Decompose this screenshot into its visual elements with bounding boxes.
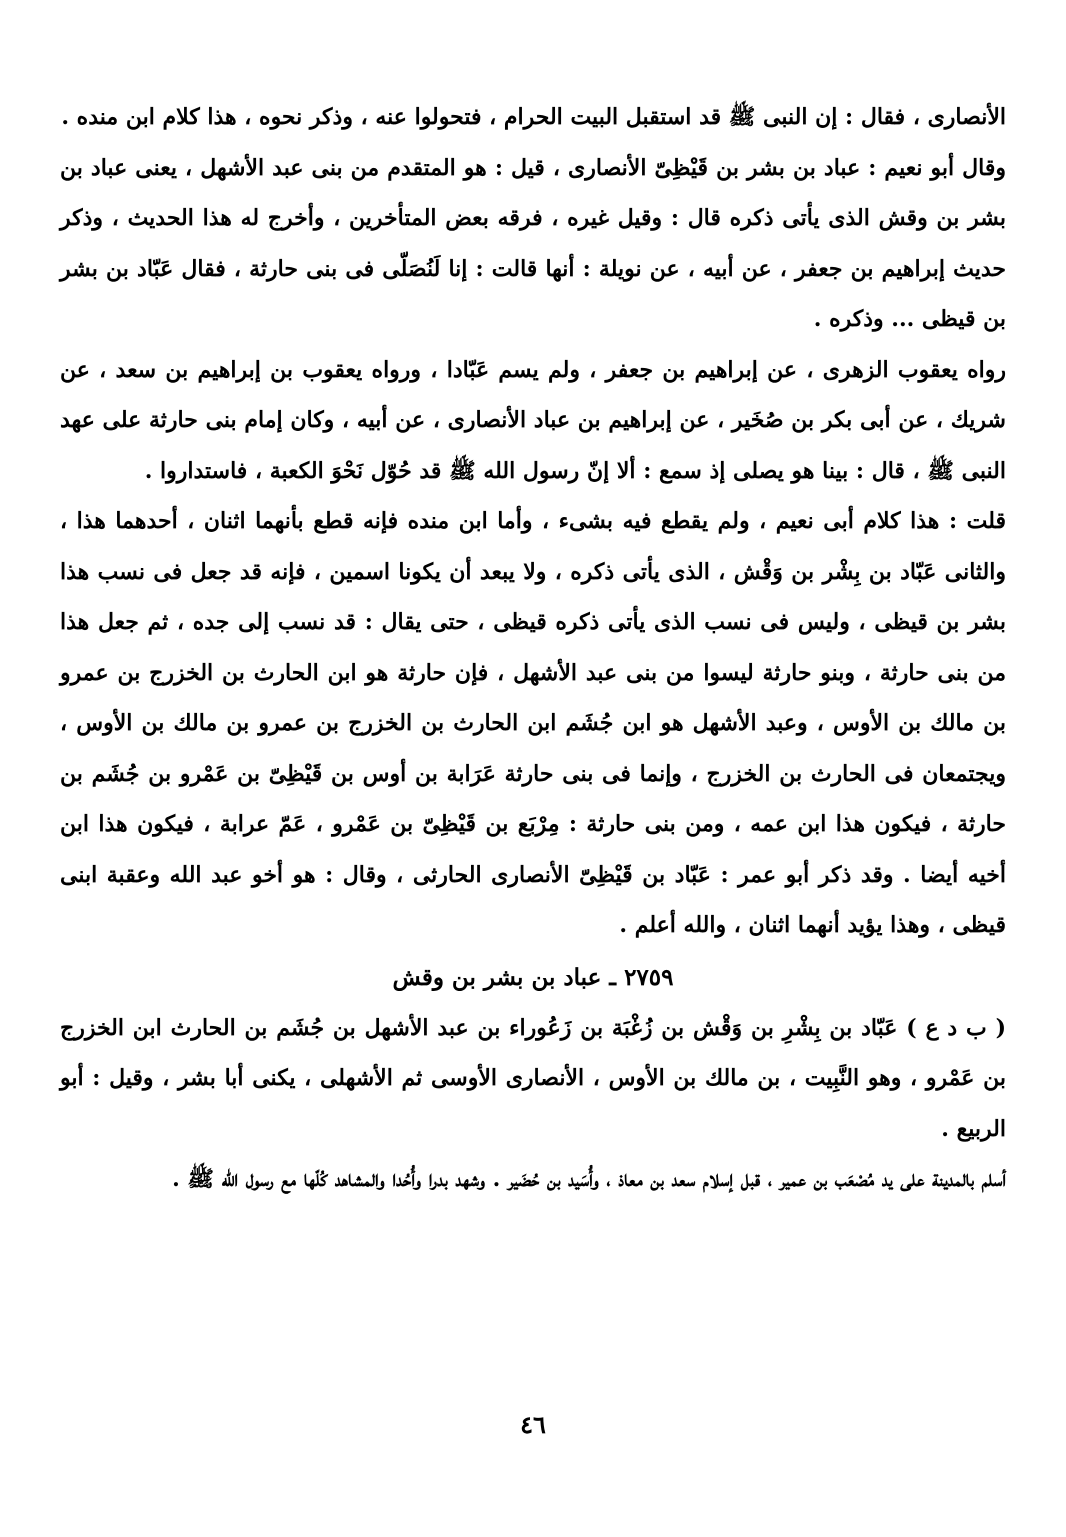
paragraph-6: أسلم بالمدینة علی ید مُصْعَب بن عمیر ، قبل إسلام سعد بن معاذ ، وأُسَید بن حُضَیر . وشهد بدرا وأُحُدا والمشاهد کُلّها مع رسول الله ﷺ . [172,1166,1006,1192]
paragraph-1: الأنصاری ، فقال : إن النبی ﷺ قد استقبل البیت الحرام ، فتحولوا عنه ، وذکر نحوه ، هذا کلام ابن منده . [61,104,1006,130]
main-text [60,92,1006,951]
paragraph-4: قلت : هذا کلام أبی نعیم ، ولم یقطع فیه بشیء ، وأما ابن منده فإنه قطع بأنهما اثنان ، أحدهما هذا ، والثانی عَبّاد بن بِشْر بن وَقْش ، الذی یأتی ذکره ، ولا یبعد أن یکونا اسمین ، فإنه قد جعل فی نسب هذا بشر بن قیظی ، ولیس فی نسب الذی یأتی ذکره قیظی ، حتی یقال : قد نسب إلی جده ، ثم جعل هذا من بنی حارثة ، وبنو حارثة لیسوا من بنی عبد الأشهل ، فإن حارثة هو ابن الحارث بن الخزرج بن عمرو بن مالك بن الأوس ، وعبد الأشهل هو ابن جُشَم ابن الحارث بن الخزرج بن عمرو بن مالك بن الأوس ، ویجتمعان فی الحارث بن الخزرج ، وإنما فی بنی حارثة عَرَابة بن أوس بن قَیْظِیّ بن عَمْرو بن جُشَم بن حارثة ، فیکون هذا ابن عمه ، ومن بنی حارثة : مِرْبَع بن قَیْظِیّ بن عَمْرو ، عَمّ عرابة ، فیکون هذا ابن أخیه أیضا . وقد ذکر أبو عمر : عَبّاد بن قَیْظِیّ الأنصاری الحارثی ، وقال : هو أخو عبد الله وعقبة ابنی قیظی ، وهذا یؤید أنهما اثنان ، والله أعلم . [60,508,1006,938]
paragraph-3: رواه یعقوب الزهری ، عن إبراهیم بن جعفر ، ولم یسم عَبّادا ، ورواه یعقوب بن إبراهیم بن سعد ، عن شریك ، عن أبی بکر بن صُخَیر ، عن إبراهیم بن عباد الأنصاری ، عن أبیه ، وکان إمام بنی حارثة علی عهد النبی ﷺ ، قال : بینا هو یصلی إذ سمع : ألا إنّ رسول الله ﷺ قد حُوّل نَحْوَ الکعبة ، فاستداروا . [60,356,1006,484]
entry-heading: ۲۷٥۹ ـ عباد بن بشر بن وقش [392,963,674,991]
paragraph-2: وقال أبو نعیم : عباد بن بشر بن قَیْظِیّ الأنصاری ، قیل : هو المتقدم من بنی عبد الأشهل ، یعنی عباد بن بشر بن وقش الذی یأتی ذکره قال : وقیل غیره ، فرقه بعض المتأخرین ، وأخرج له هذا الحدیث ، وذکر حدیث إبراهیم بن جعفر ، عن أبیه ، عن نویلة : أنها قالت : إنا لَنُصَلّی فی بنی حارثة ، فقال عَبّاد بن بشر بن قیظی ... وذکره . [60,154,1006,332]
entry-text [60,1003,1006,1205]
paragraph-5: ( ب د ع ) عَبّاد بن بِشْرِ بن وَقْش بن زُغْبَة بن زَعُوراء بن عبد الأشهل بن جُشَم بن الحارث ابن الخزرج بن عَمْرو ، وهو النَّبِیت ، بن مالك بن الأوس ، الأنصاری الأوسی ثم الأشهلی ، یکنی أبا بشر ، وقیل : أبو الربیع . [60,1014,1006,1142]
page-number: ٤٦ [520,1410,546,1439]
